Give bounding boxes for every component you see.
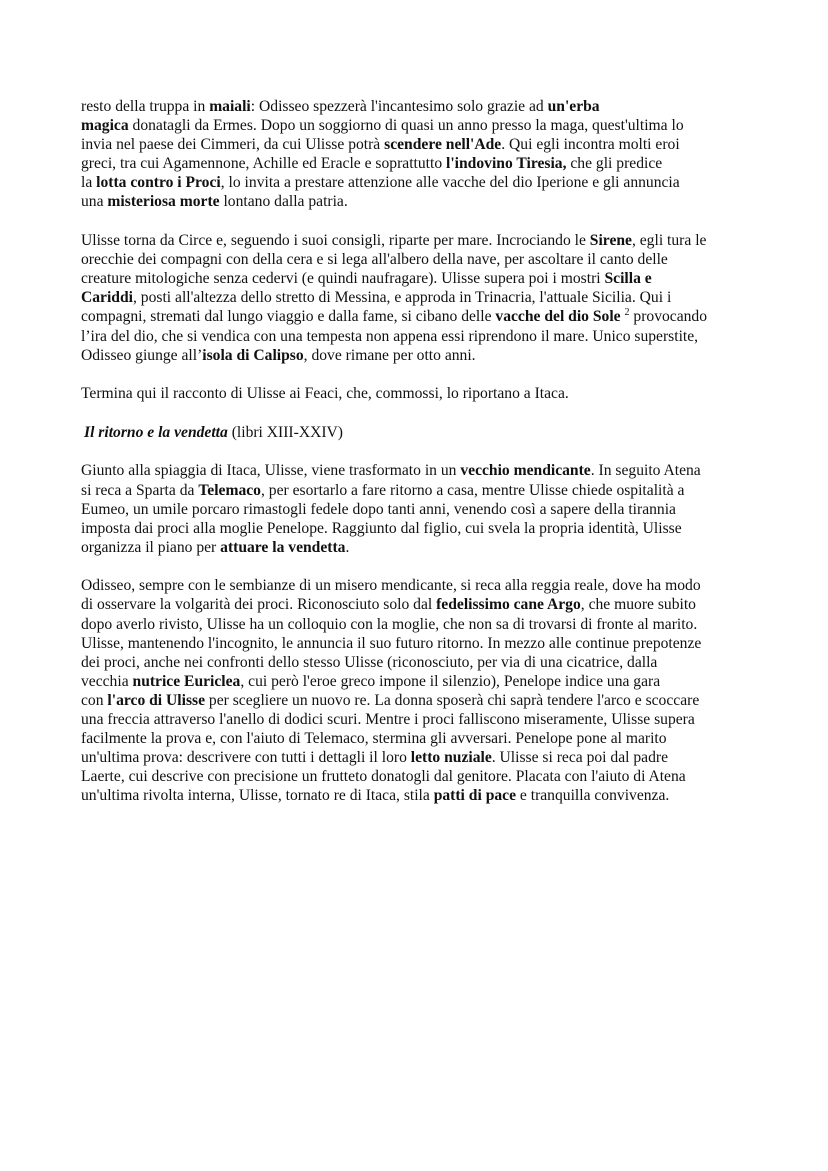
text-line — [81, 97, 757, 116]
text-line — [81, 748, 757, 767]
text-run: lontano dalla patria. — [219, 193, 348, 211]
text-run: l’ira del dio, che si vendica con una tempesta non appena essi riprendono il mare. Unico superstite, — [81, 327, 699, 345]
bold-term: Scilla e — [604, 270, 652, 288]
paragraph-p4 — [81, 461, 757, 556]
bold-term: lotta contro i Proci — [96, 174, 221, 192]
text-run: , che muore subito — [580, 596, 696, 614]
text-run: , posti all'altezza dello stretto di Messina, e approda in Trinacria, l'attuale Sicilia. Qui i — [133, 289, 672, 307]
text-run: , per esortarlo a fare ritorno a casa, mentre Ulisse chiede ospitalità a — [260, 481, 685, 499]
text-run: greci, tra cui Agamennone, Achille ed Eracle e soprattutto — [81, 155, 447, 173]
text-run: un'ultima rivolta interna, Ulisse, tornato re di Itaca, stila — [81, 787, 434, 805]
text-run: . In seguito Atena — [590, 462, 701, 480]
text-line — [81, 327, 757, 346]
text-run: . — [345, 538, 350, 556]
text-line — [81, 538, 757, 557]
bold-term: nutrice Euriclea — [132, 672, 241, 690]
text-line — [81, 192, 757, 211]
text-run: provocando — [629, 308, 708, 326]
bold-term: patti di pace — [433, 787, 517, 805]
text-line — [81, 729, 757, 748]
text-line — [81, 231, 757, 250]
text-run: imposta dai proci alla moglie Penelope. Raggiunto dal figlio, cui svela la propria identità, Ulisse — [81, 519, 682, 537]
bold-term: Cariddi — [81, 289, 133, 307]
text-run: Odisseo, sempre con le sembianze di un misero mendicante, si reca alla reggia reale, dove ha modo — [81, 577, 701, 595]
text-run: . Qui egli incontra molti eroi — [501, 136, 680, 154]
text-run: organizza il piano per — [81, 538, 221, 556]
text-line — [81, 346, 757, 365]
bold-term: l'indovino Tiresia, — [446, 155, 567, 173]
text-run: Ulisse torna da Circe e, seguendo i suoi consigli, riparte per mare. Incrociando le — [81, 232, 590, 250]
bold-term: l'arco di Ulisse — [107, 691, 206, 709]
text-run: Eumeo, un umile porcaro rimastogli fedele dopo tanti anni, venendo così a sapere della tirannia — [81, 500, 676, 518]
text-run: creature mitologiche senza cedervi (e quindi naufragare). Ulisse supera poi i mostri — [81, 270, 605, 288]
text-line — [81, 500, 757, 519]
document-page — [81, 97, 757, 825]
text-run: una freccia attraverso l'anello di dodici scuri. Mentre i proci falliscono miseramente, Ulisse supera — [81, 711, 695, 729]
text-line — [81, 634, 757, 653]
section-heading-subtitle: (libri XIII-XXIV) — [227, 423, 343, 441]
bold-term: vacche del dio Sole — [495, 308, 621, 326]
text-line — [81, 135, 757, 154]
text-run: la — [81, 174, 97, 192]
text-line — [81, 250, 757, 269]
text-run: orecchie dei compagni con della cera e si lega all'albero della nave, per ascoltare il canto delle — [81, 251, 668, 269]
text-line — [81, 116, 757, 135]
text-run: si reca a Sparta da — [81, 481, 199, 499]
text-line — [81, 461, 757, 480]
bold-term: letto nuziale — [410, 749, 492, 767]
text-line — [81, 519, 757, 538]
section-heading-title: Il ritorno e la vendetta — [84, 423, 228, 441]
bold-term: isola di Calipso — [202, 346, 304, 364]
bold-term: attuare la vendetta — [220, 538, 346, 556]
bold-term: magica — [81, 117, 129, 135]
text-run: donatagli da Ermes. Dopo un soggiorno di quasi un anno presso la maga, quest'ultima lo — [128, 117, 684, 135]
text-run: resto della truppa in — [81, 98, 210, 115]
text-run: Ulisse, mantenendo l'incognito, le annuncia il suo futuro ritorno. In mezzo alle continue prepotenze — [81, 634, 702, 652]
text-run: invia nel paese dei Cimmeri, da cui Ulisse potrà — [81, 136, 385, 154]
text-run: con — [81, 691, 108, 709]
bold-term: Sirene — [589, 232, 632, 250]
text-line — [81, 384, 757, 403]
bold-term: vecchio mendicante — [460, 462, 591, 480]
text-line — [81, 288, 757, 307]
text-block-before-heading — [81, 97, 757, 403]
text-line — [81, 154, 757, 173]
text-run: , cui però l'eroe greco impone il silenzio), Penelope indice una gara — [240, 672, 661, 690]
text-run: facilmente la prova e, con l'aiuto di Telemaco, stermina gli avversari. Penelope pone al marito — [81, 730, 667, 748]
bold-term: Telemaco — [198, 481, 261, 499]
text-run: , dove rimane per otto anni. — [303, 346, 476, 364]
section-heading — [84, 423, 757, 442]
text-run: per scegliere un nuovo re. La donna sposerà chi saprà tendere l'arco e scoccare — [205, 691, 700, 709]
text-line — [81, 481, 757, 500]
text-run: Laerte, cui descrive con precisione un frutteto donatogli dal genitore. Placata con l'aiuto di Atena — [81, 768, 686, 786]
text-run: Odisseo giunge all’ — [81, 346, 203, 364]
text-line — [81, 767, 757, 786]
text-line — [81, 595, 757, 614]
text-run: Termina qui il racconto di Ulisse ai Feaci, che, commossi, lo riportano a Itaca. — [81, 385, 569, 403]
text-run: compagni, stremati dal lungo viaggio e dalla fame, si cibano delle — [81, 308, 496, 326]
text-run: , egli tura le — [631, 232, 707, 250]
text-line — [81, 653, 757, 672]
text-line — [81, 576, 757, 595]
text-line — [81, 672, 757, 691]
text-run: : Odisseo spezzerà l'incantesimo solo grazie ad — [250, 98, 548, 115]
text-line — [81, 269, 757, 288]
text-line — [81, 173, 757, 192]
text-block-after-heading — [81, 461, 757, 805]
text-line — [81, 691, 757, 710]
paragraph-p1 — [81, 97, 757, 212]
text-run: di osservare la volgarità dei proci. Riconosciuto solo dal — [81, 596, 437, 614]
paragraph-p2 — [81, 231, 757, 365]
text-run: una — [81, 193, 108, 211]
text-run: Giunto alla spiaggia di Itaca, Ulisse, viene trasformato in un — [81, 462, 461, 480]
text-line — [81, 710, 757, 729]
bold-term: maiali — [209, 98, 251, 115]
bold-term: scendere nell'Ade — [384, 136, 502, 154]
bold-term: fedelissimo cane Argo — [436, 596, 581, 614]
text-run: un'ultima prova: descrivere con tutti i dettagli il loro — [81, 749, 411, 767]
paragraph-p5 — [81, 576, 757, 805]
text-run: dei proci, anche nei confronti dello stesso Ulisse (riconosciuto, per via di una cicatrice, dalla — [81, 653, 658, 671]
text-run: vecchia — [81, 672, 133, 690]
text-run: e tranquilla convivenza. — [516, 787, 670, 805]
bold-term: misteriosa morte — [107, 193, 220, 211]
text-run: dopo averlo rivisto, Ulisse ha un colloquio con la moglie, che non sa di trovarsi di fronte al marito. — [81, 615, 698, 633]
footnote-marker: 2 — [624, 307, 630, 319]
text-line — [81, 307, 757, 326]
text-run: che gli predice — [566, 155, 663, 173]
text-run: , lo invita a prestare attenzione alle vacche del dio Iperione e gli annuncia — [220, 174, 680, 192]
text-run: . Ulisse si reca poi dal padre — [491, 749, 668, 767]
bold-term: un'erba — [547, 98, 600, 115]
paragraph-p3 — [81, 384, 757, 403]
text-line — [81, 786, 757, 805]
text-line — [81, 615, 757, 634]
